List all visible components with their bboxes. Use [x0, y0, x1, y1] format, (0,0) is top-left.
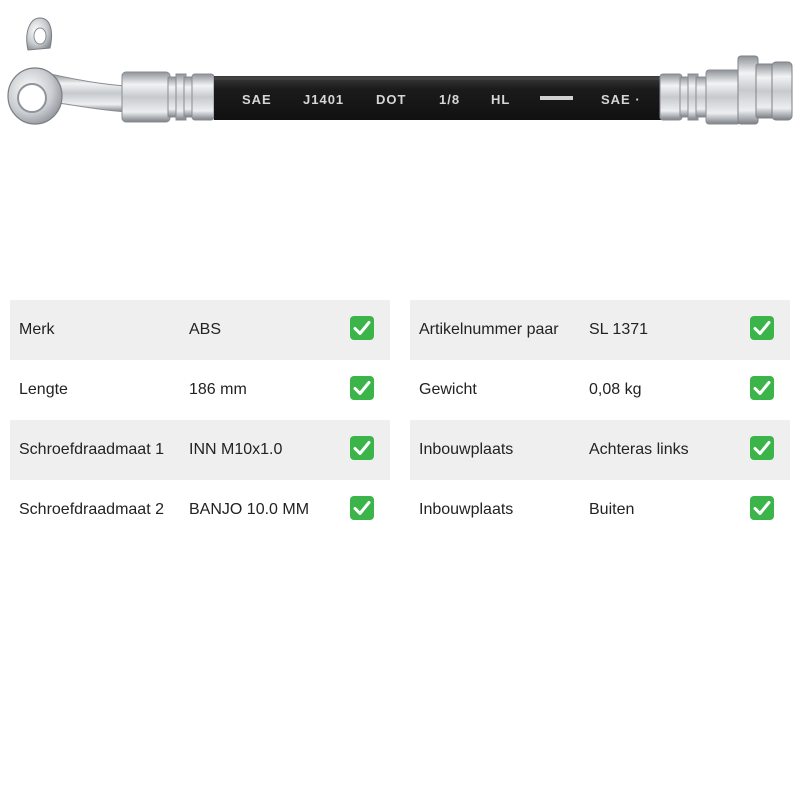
svg-text:SAE: SAE: [242, 92, 272, 107]
svg-text:DOT: DOT: [376, 92, 407, 107]
spec-row: [410, 480, 790, 540]
svg-text:1/8: 1/8: [439, 92, 461, 107]
spec-label: Gewicht: [419, 381, 477, 398]
check-mark-icon: [750, 316, 774, 340]
spec-label: Schroefdraadmaat 1: [19, 441, 164, 458]
brake-hose-image: [0, 0, 800, 160]
spec-label: Inbouwplaats: [419, 501, 514, 518]
svg-text:HL: HL: [491, 92, 511, 107]
spec-value: 0,08 kg: [589, 381, 642, 398]
spec-value: Buiten: [589, 501, 635, 518]
spec-value: ABS: [189, 321, 222, 338]
spec-label: Artikelnummer paar: [419, 321, 559, 338]
spec-table-right: [410, 300, 790, 540]
svg-text:SAE ·: SAE ·: [601, 92, 641, 107]
spec-row: [10, 300, 390, 360]
spec-value: 186 mm: [189, 381, 247, 398]
spec-row: [10, 360, 390, 420]
check-mark-icon: [750, 376, 774, 400]
spec-value: Achteras links: [589, 441, 689, 458]
check-mark-icon: [350, 436, 374, 460]
spec-value: INN M10x1.0: [189, 441, 283, 458]
check-mark-icon: [350, 376, 374, 400]
spec-label: Lengte: [19, 381, 68, 398]
spec-value: SL 1371: [589, 321, 649, 338]
check-mark-icon: [750, 436, 774, 460]
spec-label: Merk: [19, 321, 55, 338]
spec-row: [410, 360, 790, 420]
spec-label: Inbouwplaats: [419, 441, 514, 458]
spec-table-left: [10, 300, 390, 540]
check-mark-icon: [750, 496, 774, 520]
check-mark-icon: [350, 496, 374, 520]
check-mark-icon: [350, 316, 374, 340]
spec-value: BANJO 10.0 MM: [189, 501, 310, 518]
spec-row: [10, 420, 390, 480]
spec-row: [410, 300, 790, 360]
spec-row: [10, 480, 390, 540]
spec-label: Schroefdraadmaat 2: [19, 501, 164, 518]
svg-text:J1401: J1401: [303, 92, 345, 107]
spec-row: [410, 420, 790, 480]
